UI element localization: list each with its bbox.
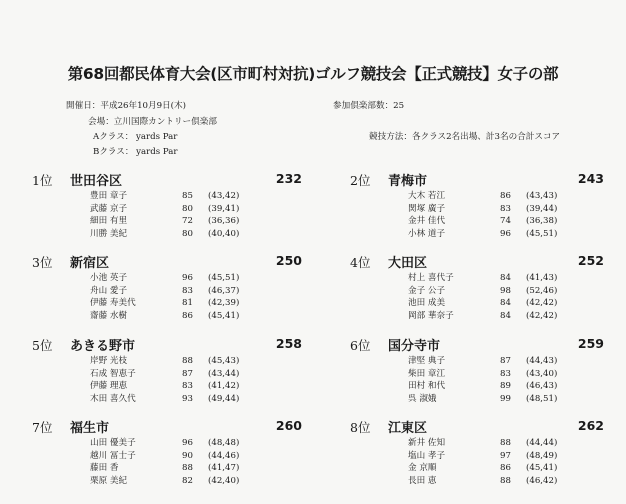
player-name: 舟山 愛子: [90, 285, 128, 296]
player-score: 85: [182, 191, 193, 201]
player-name: 関塚 廣子: [408, 203, 446, 214]
player-name: 津堅 典子: [408, 356, 446, 366]
team-total: 232: [275, 171, 302, 186]
player-row: [90, 368, 270, 381]
player-score: 96: [500, 228, 511, 239]
player-name: 岸野 光枝: [90, 356, 128, 366]
player-score: 97: [500, 450, 511, 461]
team-name: 国分寺市: [388, 339, 441, 354]
team-block: [32, 253, 302, 333]
player-halves: (42,40): [208, 475, 240, 486]
player-score: 83: [182, 285, 193, 296]
player-row: [90, 437, 270, 450]
player-halves: (46,37): [208, 285, 240, 296]
player-halves: (45,51): [208, 273, 240, 283]
player-name: 細田 有里: [90, 216, 128, 227]
player-score: 89: [500, 381, 511, 392]
team-block: [350, 336, 604, 416]
participating-clubs: 参加倶楽部数：25: [333, 101, 405, 111]
player-halves: (43,43): [526, 191, 558, 201]
player-score: 88: [182, 463, 193, 474]
player-name: 新井 佐知: [408, 438, 446, 448]
page-title: 第68回都民体育大会(区市町村対抗)ゴルフ競技会【正式競技】女子の部: [67, 65, 559, 83]
player-name: 栗原 美紀: [90, 475, 128, 486]
player-row: [408, 355, 588, 368]
player-score: 83: [182, 381, 193, 392]
event-date: 開催日：平成26年10月9日(木): [66, 101, 186, 111]
player-name: 金子 公子: [408, 285, 446, 296]
player-score: 93: [182, 393, 193, 404]
player-row: [90, 475, 270, 488]
player-row: [408, 215, 588, 228]
player-score: 96: [182, 273, 193, 283]
player-list: [90, 272, 270, 322]
player-list: [408, 355, 588, 405]
player-name: 山田 優美子: [90, 438, 136, 448]
player-score: 88: [500, 475, 511, 486]
player-name: 田村 和代: [408, 381, 446, 392]
player-halves: (36,36): [208, 216, 240, 227]
team-total: 262: [577, 418, 604, 433]
player-name: 石成 智恵子: [90, 368, 136, 379]
player-score: 88: [500, 438, 511, 448]
player-row: [90, 203, 270, 216]
player-score: 87: [182, 368, 193, 379]
player-name: 呉 淑娥: [408, 393, 437, 404]
player-row: [408, 462, 588, 475]
player-row: [90, 355, 270, 368]
player-name: 長田 恵: [408, 475, 437, 486]
player-halves: (48,49): [526, 450, 558, 461]
player-row: [408, 190, 588, 203]
player-row: [90, 380, 270, 393]
player-halves: (44,44): [526, 438, 558, 448]
player-score: 80: [182, 203, 193, 214]
team-total: 243: [577, 171, 604, 186]
player-halves: (36,38): [526, 216, 558, 227]
player-row: [90, 272, 270, 285]
player-score: 86: [500, 463, 511, 474]
team-rank: 5位: [32, 338, 53, 353]
team-total: 258: [275, 336, 302, 351]
player-row: [90, 310, 270, 323]
player-halves: (45,51): [526, 228, 558, 239]
competition-method: 競技方法：各クラス2名出場、計3名の合計スコア: [369, 132, 561, 142]
player-list: [408, 190, 588, 240]
team-block: [32, 171, 302, 251]
player-row: [408, 297, 588, 310]
player-score: 98: [500, 285, 511, 296]
player-halves: (45,41): [526, 463, 558, 474]
team-name: 青梅市: [388, 174, 428, 189]
player-score: 90: [182, 450, 193, 461]
player-row: [408, 228, 588, 241]
team-rank: 8位: [350, 420, 371, 435]
team-rank: 6位: [350, 338, 371, 353]
player-halves: (46,43): [526, 381, 558, 392]
player-name: 伊藤 寿美代: [90, 298, 136, 309]
player-score: 83: [500, 368, 511, 379]
player-name: 豊田 章子: [90, 191, 128, 201]
player-row: [90, 285, 270, 298]
player-halves: (48,51): [526, 393, 558, 404]
player-name: 大木 若江: [408, 191, 446, 201]
team-rank: 3位: [32, 255, 53, 270]
player-name: 齋藤 水樹: [90, 310, 128, 321]
player-score: 88: [182, 356, 193, 366]
player-name: 金 京順: [408, 463, 437, 474]
player-name: 木田 喜久代: [90, 393, 136, 404]
player-name: 小池 英子: [90, 273, 128, 283]
player-name: 金井 佳代: [408, 216, 446, 227]
player-name: 塩山 孝子: [408, 450, 446, 461]
player-score: 86: [182, 310, 193, 321]
player-row: [408, 368, 588, 381]
player-row: [90, 462, 270, 475]
player-list: [90, 355, 270, 405]
player-halves: (46,42): [526, 475, 558, 486]
player-halves: (42,42): [526, 310, 558, 321]
player-halves: (52,46): [526, 285, 558, 296]
team-total: 259: [577, 336, 604, 351]
player-halves: (45,41): [208, 310, 240, 321]
player-halves: (39,44): [526, 203, 558, 214]
player-halves: (41,43): [526, 273, 558, 283]
team-block: [32, 418, 302, 498]
team-total: 250: [275, 253, 302, 268]
player-row: [408, 475, 588, 488]
class-a: Aクラス： yards Par: [93, 132, 178, 142]
player-name: 川勝 美紀: [90, 228, 128, 239]
player-name: 岡部 華奈子: [408, 310, 454, 321]
player-name: 伊藤 理恵: [90, 381, 128, 392]
player-row: [408, 393, 588, 406]
venue: 会場：立川国際カントリー倶楽部: [88, 117, 217, 127]
player-score: 87: [500, 356, 511, 366]
player-score: 72: [182, 216, 193, 227]
team-rank: 4位: [350, 255, 371, 270]
player-row: [408, 437, 588, 450]
player-row: [90, 228, 270, 241]
player-score: 86: [500, 191, 511, 201]
player-halves: (39,41): [208, 203, 240, 214]
player-row: [90, 297, 270, 310]
player-name: 武藤 京子: [90, 203, 128, 214]
team-name: 大田区: [388, 256, 428, 271]
player-halves: (42,42): [526, 298, 558, 309]
team-name: あきる野市: [70, 339, 136, 354]
player-score: 83: [500, 203, 511, 214]
team-total: 260: [275, 418, 302, 433]
player-halves: (42,39): [208, 298, 240, 309]
player-halves: (40,40): [208, 228, 240, 239]
player-score: 82: [182, 475, 193, 486]
player-score: 84: [500, 298, 511, 309]
player-name: 村上 喜代子: [408, 273, 454, 283]
player-score: 96: [182, 438, 193, 448]
player-list: [408, 437, 588, 487]
team-name: 福生市: [70, 421, 110, 436]
player-row: [408, 380, 588, 393]
player-list: [90, 437, 270, 487]
player-row: [90, 215, 270, 228]
player-row: [90, 190, 270, 203]
player-score: 84: [500, 310, 511, 321]
player-score: 80: [182, 228, 193, 239]
player-halves: (43,40): [526, 368, 558, 379]
player-halves: (45,43): [208, 356, 240, 366]
player-halves: (44,46): [208, 450, 240, 461]
player-row: [90, 393, 270, 406]
player-name: 柴田 章江: [408, 368, 446, 379]
player-name: 藤田 香: [90, 463, 119, 474]
player-name: 小林 道子: [408, 228, 446, 239]
player-name: 池田 成美: [408, 298, 446, 309]
team-name: 世田谷区: [70, 174, 123, 189]
team-block: [32, 336, 302, 416]
player-halves: (48,48): [208, 438, 240, 448]
team-block: [350, 253, 604, 333]
player-row: [408, 272, 588, 285]
team-rank: 7位: [32, 420, 53, 435]
team-rank: 1位: [32, 173, 53, 188]
player-score: 84: [500, 273, 511, 283]
player-score: 99: [500, 393, 511, 404]
player-halves: (43,44): [208, 368, 240, 379]
player-list: [90, 190, 270, 240]
team-rank: 2位: [350, 173, 371, 188]
player-row: [408, 310, 588, 323]
team-name: 新宿区: [70, 256, 110, 271]
player-list: [408, 272, 588, 322]
class-b: Bクラス： yards Par: [93, 147, 178, 157]
player-halves: (41,42): [208, 381, 240, 392]
player-name: 越川 冨士子: [90, 450, 136, 461]
player-row: [408, 450, 588, 463]
player-score: 81: [182, 298, 193, 309]
player-halves: (49,44): [208, 393, 240, 404]
team-total: 252: [577, 253, 604, 268]
player-halves: (41,47): [208, 463, 240, 474]
player-halves: (43,42): [208, 191, 240, 201]
player-halves: (44,43): [526, 356, 558, 366]
team-block: [350, 171, 604, 251]
player-row: [90, 450, 270, 463]
team-block: [350, 418, 604, 498]
player-score: 74: [500, 216, 511, 227]
team-name: 江東区: [388, 421, 428, 436]
player-row: [408, 203, 588, 216]
player-row: [408, 285, 588, 298]
